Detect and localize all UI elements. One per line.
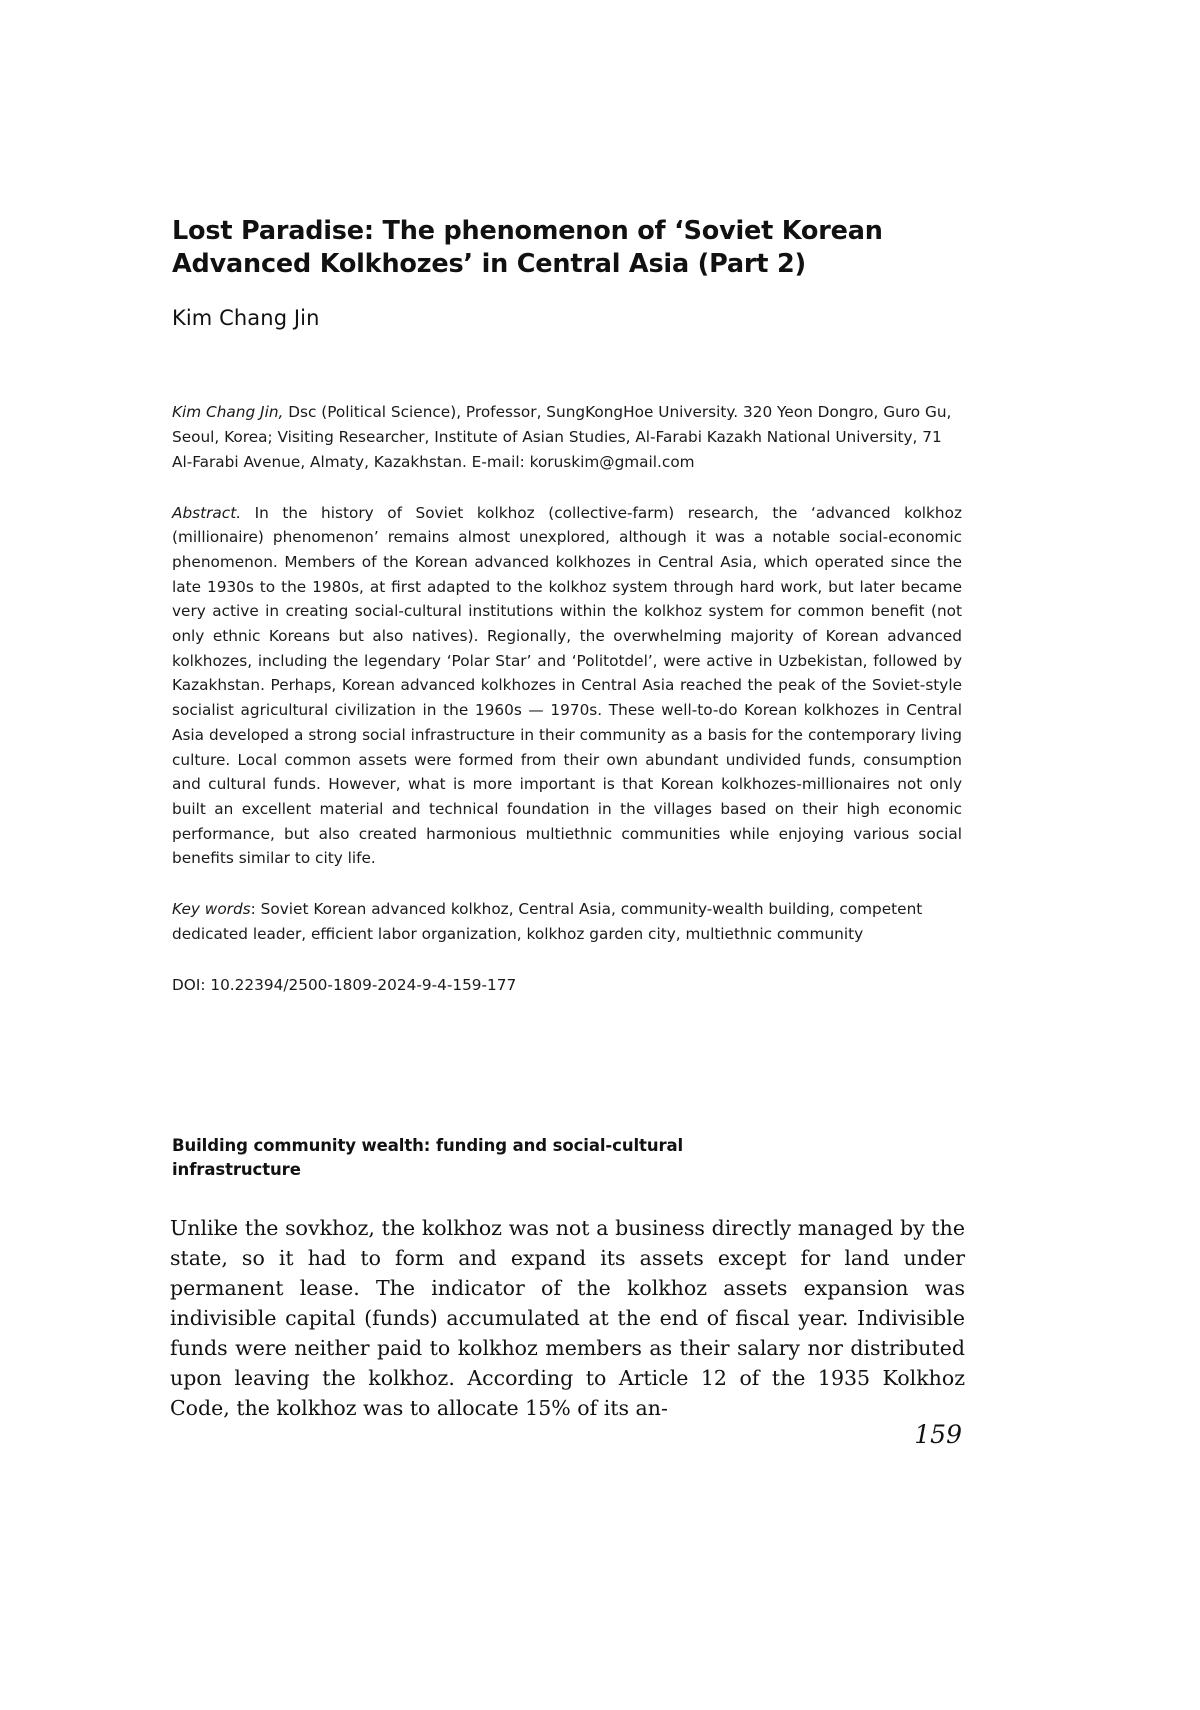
abstract-text: In the history of Soviet kolkhoz (collective-farm) research, the ‘advanced kolkhoz (millionaire) phenomenon’ remains almost unexplored, although it was a notable social-economic phenomenon. Members of the Korean advanced kolkhozes in Central Asia, which operated since the late 1930s to the 1980s, at first adapted to the kolkhoz system through hard work, but later became very active in creating social-cultural institutions within the kolkhoz system for common benefit (not only ethnic Koreans but also natives). Regionally, the overwhelming majority of Korean advanced kolkhozes, including the legendary ‘Polar Star’ and ‘Politotdel’, were active in Uzbekistan, followed by Kazakhstan. Perhaps, Korean advanced kolkhozes in Central Asia reached the peak of the Soviet-style socialist agricultural civilization in the 1960s — 1970s. These well-to-do Korean kolkhozes in Central Asia developed a strong social infrastructure in their community as a basis for the contemporary living culture. Local common assets were formed from their own abundant undivided funds, consumption and cultural funds. However, what is more important is that Korean kolkhozes-millionaires not only built an excellent material and technical foundation in the villages based on their high economic performance, but also created harmonious multiethnic communities while enjoying various social benefits similar to city life. bbox=[172, 503, 962, 868]
author-name: Kim Chang Jin bbox=[172, 306, 320, 331]
affiliation-details: Dsc (Political Science), Professor, SungKongHoe University. 320 Yeon Dongro, Guro Gu, Seoul, Korea; Visiting Researcher, Institute of Asian Studies, Al-Farabi Kazakh National University, 71 Al-Farabi Avenue, Almaty, Kazakhstan. E-mail: koruskim@gmail.com bbox=[172, 403, 952, 471]
section-heading: Building community wealth: funding and social-cultural infrastructure bbox=[172, 1135, 684, 1179]
abstract-paragraph bbox=[172, 501, 962, 872]
abstract-label: Abstract. bbox=[172, 503, 242, 522]
keywords-label: Key words bbox=[172, 900, 251, 919]
keywords-text: : Soviet Korean advanced kolkhoz, Central Asia, community-wealth building, competent dedicated leader, efficient labor organization, kolkhoz garden city, multiethnic community bbox=[172, 900, 923, 943]
author-affiliation bbox=[172, 400, 962, 474]
page-number: 159 bbox=[914, 1420, 962, 1449]
doi-line: DOI: 10.22394/2500-1809-2024-9-4-159-177 bbox=[172, 975, 517, 994]
page-title: Lost Paradise: The phenomenon of ‘Soviet Korean Advanced Kolkhozes’ in Central Asia (Part 2) bbox=[172, 216, 883, 279]
affiliation-author-label: Kim Chang Jin, bbox=[172, 403, 284, 422]
article-front-matter bbox=[172, 215, 962, 997]
keywords-paragraph bbox=[172, 897, 962, 947]
body-paragraph: Unlike the sovkhoz, the kolkhoz was not a business directly managed by the state, so it had to form and expand its assets except for land under permanent lease. The indicator of the kolkhoz assets expansion was indivisible capital (funds) accumulated at the end of fiscal year. Indivisible funds were neither paid to kolkhoz members as their salary nor distributed upon leaving the kolkhoz. According to Article 12 of the 1935 Kolkhoz Code, the kolkhoz was to allocate 15% of its an- bbox=[170, 1215, 965, 1421]
